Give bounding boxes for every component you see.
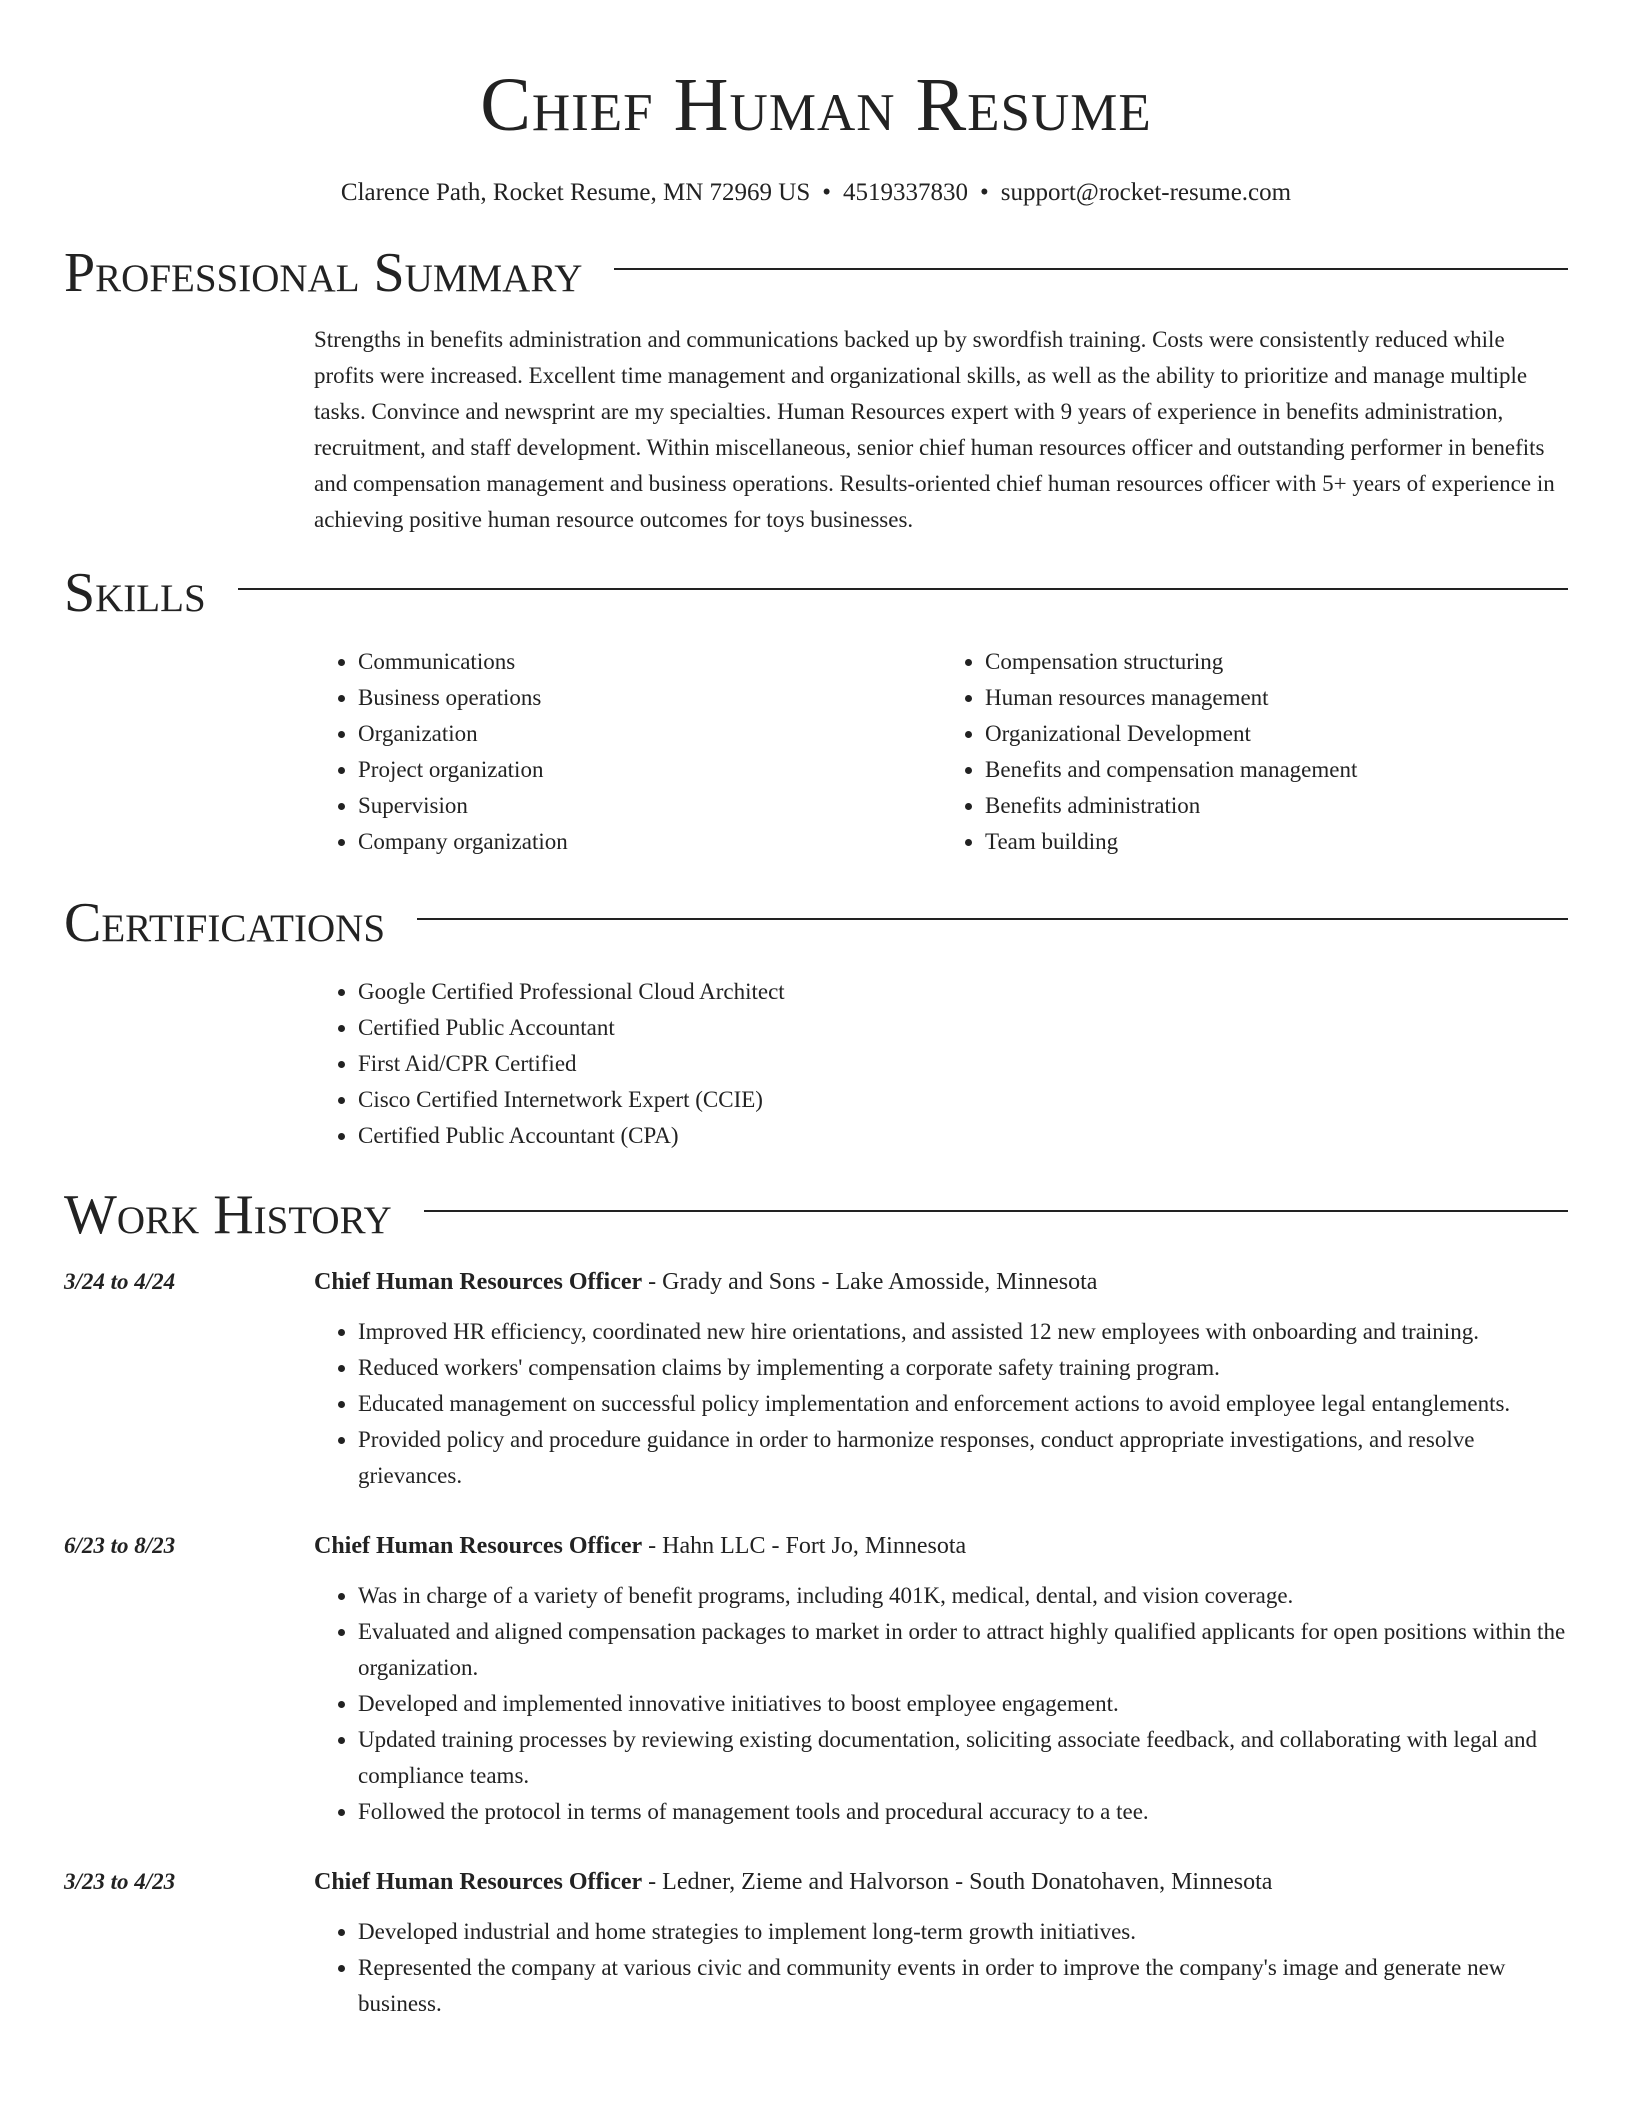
contact-email: support@rocket-resume.com (1000, 179, 1292, 206)
skill-item: • Organization (358, 716, 941, 752)
resume-name: Chief Human Resume (480, 63, 1152, 147)
job-bullet: • Was in charge of a variety of benefit programs, including 401K, medical, dental, and vision coverage. (358, 1578, 1568, 1614)
certification-item: • Certified Public Accountant (358, 1010, 1568, 1046)
job-bullet: • Improved HR efficiency, coordinated new hire orientations, and assisted 12 new employees with onboarding and training. (358, 1314, 1568, 1350)
job-employer: - Ledner, Zieme and Halvorson - South Donatohaven, Minnesota (642, 1869, 1273, 1895)
summary-heading: Professional Summary (64, 242, 583, 304)
work-heading: Work History (64, 1184, 392, 1246)
section-divider (614, 268, 1568, 270)
job-date: 3/24 to 4/24 (64, 1269, 176, 1294)
job-title: Chief Human Resources Officer (314, 1869, 643, 1895)
contact-address: Clarence Path, Rocket Resume, MN 72969 US (340, 179, 811, 206)
job-title-line (314, 1864, 1568, 1900)
job-entry (64, 1264, 1568, 1494)
job-entry (64, 1864, 1568, 2022)
skill-item: • Business operations (358, 680, 941, 716)
skill-item: • Supervision (358, 788, 941, 824)
work-section-header (64, 1184, 1568, 1246)
skills-section-header (64, 562, 1568, 624)
job-title: Chief Human Resources Officer (314, 1269, 643, 1295)
job-bullet: • Developed and implemented innovative initiatives to boost employee engagement. (358, 1686, 1568, 1722)
job-bullet: • Updated training processes by reviewing existing documentation, soliciting associate feedback, and collaborating with legal and compliance teams. (358, 1722, 1568, 1794)
job-title: Chief Human Resources Officer (314, 1533, 643, 1559)
job-bullets (314, 1314, 1568, 1494)
job-bullet: • Provided policy and procedure guidance in order to harmonize responses, conduct appropriate investigations, and resolve grievances. (358, 1422, 1568, 1494)
job-details (314, 1528, 1568, 1830)
job-bullet: • Represented the company at various civic and community events in order to improve the company's image and generate new business. (358, 1950, 1568, 2022)
job-date: 3/23 to 4/23 (64, 1869, 176, 1894)
skill-item: • Project organization (358, 752, 941, 788)
skills-column-left (314, 644, 941, 860)
skill-item: • Human resources management (985, 680, 1568, 716)
skill-item: • Benefits administration (985, 788, 1568, 824)
contact-phone: 4519337830 (843, 179, 969, 206)
skills-column-right (941, 644, 1568, 860)
skills-right-list (941, 644, 1568, 860)
skill-item: • Company organization (358, 824, 941, 860)
contact-line (64, 178, 1568, 208)
skills-list (314, 644, 1568, 860)
certifications-list (314, 974, 1568, 1154)
section-divider (424, 1210, 1568, 1212)
certifications-items (314, 974, 1568, 1154)
job-bullets (314, 1578, 1568, 1830)
skill-item: • Team building (985, 824, 1568, 860)
job-date: 6/23 to 8/23 (64, 1533, 176, 1558)
summary-section-header (64, 242, 1568, 304)
certification-item: • Google Certified Professional Cloud Architect (358, 974, 1568, 1010)
section-divider (417, 918, 1568, 920)
job-bullet: • Educated management on successful policy implementation and enforcement actions to avoid employee legal entanglements. (358, 1386, 1568, 1422)
job-details (314, 1864, 1568, 2022)
skills-left-list (314, 644, 941, 860)
certification-item: • Cisco Certified Internetwork Expert (CCIE) (358, 1082, 1568, 1118)
skills-heading: Skills (64, 562, 206, 624)
skill-item: • Compensation structuring (985, 644, 1568, 680)
skill-item: • Benefits and compensation management (985, 752, 1568, 788)
certification-item: • First Aid/CPR Certified (358, 1046, 1568, 1082)
certifications-section-header (64, 892, 1568, 954)
skill-item: • Communications (358, 644, 941, 680)
job-bullets (314, 1914, 1568, 2022)
job-bullet: • Reduced workers' compensation claims by implementing a corporate safety training program. (358, 1350, 1568, 1386)
job-entry (64, 1528, 1568, 1830)
job-title-line (314, 1264, 1568, 1300)
contact-separator: • (980, 179, 989, 206)
job-bullet: • Followed the protocol in terms of management tools and procedural accuracy to a tee. (358, 1794, 1568, 1830)
summary-text: Strengths in benefits administration and communications backed up by swordfish training. Costs were consistently reduced while profits were increased. Excellent time management and organizational skills, as well as the ability to prioritize and manage multiple tasks. Convince and newsprint are my specialties. Human Resources expert with 9 years of experience in benefits administration, recruitment, and staff development. Within miscellaneous, senior chief human resources officer and outstanding performer in benefits and compensation management and business operations. Results-oriented chief human resources officer with 5+ years of experience in achieving positive human resource outcomes for toys businesses. (314, 327, 1555, 532)
job-bullet: • Evaluated and aligned compensation packages to market in order to attract highly qualified applicants for open positions within the organization. (358, 1614, 1568, 1686)
job-title-line (314, 1528, 1568, 1564)
skill-item: • Organizational Development (985, 716, 1568, 752)
section-divider (238, 588, 1568, 590)
job-employer: - Hahn LLC - Fort Jo, Minnesota (642, 1533, 967, 1559)
job-employer: - Grady and Sons - Lake Amosside, Minnesota (642, 1269, 1098, 1295)
job-bullet: • Developed industrial and home strategies to implement long-term growth initiatives. (358, 1914, 1568, 1950)
resume-page (64, 0, 1568, 2022)
certifications-heading: Certifications (64, 892, 386, 954)
certification-item: • Certified Public Accountant (CPA) (358, 1118, 1568, 1154)
contact-separator: • (822, 179, 832, 206)
job-details (314, 1264, 1568, 1494)
